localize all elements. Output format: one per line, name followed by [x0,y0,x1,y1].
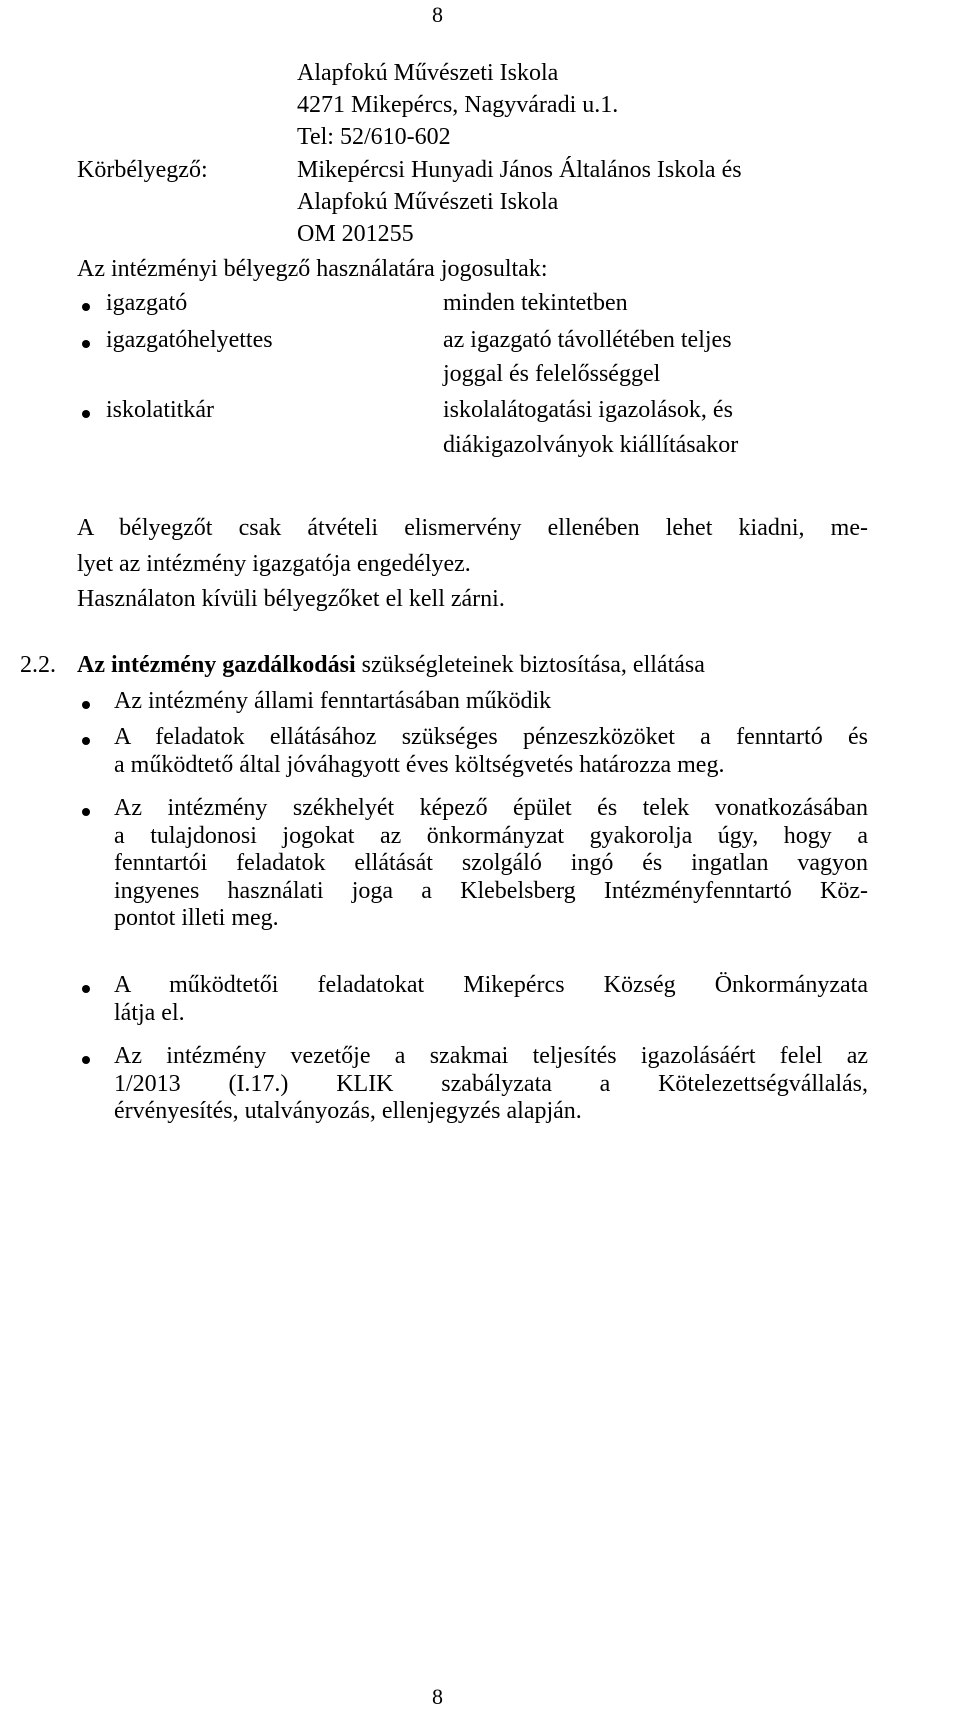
header-line-2: 4271 Mikepércs, Nagyváradi u.1. [297,92,619,118]
scope-igazgatohelyettes-1: az igazgató távollétében teljes [443,327,732,353]
role-igazgatohelyettes: igazgatóhelyettes [106,327,273,353]
authorized-heading: Az intézményi bélyegző használatára jogosultak: [77,256,548,282]
section-bullet-5 [114,1043,868,1126]
scope-iskolatitkar-1: iskolalátogatási igazolások, és [443,397,733,423]
section-bullet-3-line-5: pontot illeti meg. [114,905,279,932]
page-number-bottom: 8 [432,1684,443,1709]
header-line-3: Tel: 52/610-602 [297,124,451,150]
section-title-bold: Az intézmény gazdálkodási [77,652,356,678]
header-line-1: Alapfokú Művészeti Iskola [297,60,559,86]
korbelyegzo-label: Körbélyegző: [77,157,208,183]
korbelyegzo-line-2: Alapfokú Művészeti Iskola [297,189,559,215]
notice-line-3: Használaton kívüli bélyegzőket el kell zárni. [77,586,505,612]
section-bullet-1: Az intézmény állami fenntartásában működik [114,688,552,714]
section-bullet-4-line-1: A működtetői feladatokat Mikepércs Község Önkormányzata [114,972,868,998]
section-title [77,652,705,680]
notice-line-1: A bélyegzőt csak átvételi elismervény ellenében lehet kiadni, me- [77,515,868,541]
section-bullet-3-line-2: a tulajdonosi jogokat az önkormányzat gyakorolja úgy, hogy a [114,822,868,849]
section-bullet-2 [114,724,868,779]
bullet-icon [82,701,90,709]
bullet-icon [82,303,90,311]
section-bullet-2-line-2: a működtető által jóváhagyott éves költségvetés határozza meg. [114,751,725,778]
korbelyegzo-line-3: OM 201255 [297,221,414,247]
role-igazgato: igazgató [106,290,188,316]
section-number: 2.2. [20,652,56,678]
scope-igazgato: minden tekintetben [443,290,628,316]
bullet-icon [82,737,90,745]
section-bullet-2-line-1: A feladatok ellátásához szükséges pénzeszközöket a fenntartó és [114,724,868,750]
korbelyegzo-line-1: Mikepércsi Hunyadi János Általános Iskola és [297,157,742,183]
scope-igazgatohelyettes-2: joggal és felelősséggel [443,361,661,387]
bullet-icon [82,1056,90,1064]
section-bullet-3-line-4: ingyenes használati joga a Klebelsberg Intézményfenntartó Köz- [114,877,868,904]
section-bullet-3 [114,795,868,933]
section-bullet-5-line-2: 1/2013 (I.17.) KLIK szabályzata a Kötelezettségvállalás, [114,1070,868,1097]
notice-paragraph [77,515,868,543]
scope-iskolatitkar-2: diákigazolványok kiállításakor [443,432,739,458]
notice-line-2: lyet az intézmény igazgatója engedélyez. [77,551,471,577]
section-title-rest: szükségleteinek biztosítása, ellátása [355,652,705,678]
page-number-top: 8 [432,2,443,27]
role-iskolatitkar: iskolatitkár [106,397,214,423]
section-bullet-4-line-2: látja el. [114,999,185,1026]
section-bullet-5-line-1: Az intézmény vezetője a szakmai teljesítés igazolásáért felel az [114,1043,868,1069]
bullet-icon [82,410,90,418]
bullet-icon [82,808,90,816]
bullet-icon [82,340,90,348]
section-bullet-3-line-3: fenntartói feladatok ellátását szolgáló ingó és ingatlan vagyon [114,850,868,877]
bullet-icon [82,985,90,993]
section-bullet-3-line-1: Az intézmény székhelyét képező épület és telek vonatkozásában [114,795,868,821]
section-bullet-5-line-3: érvényesítés, utalványozás, ellenjegyzés alapján. [114,1098,582,1125]
section-bullet-4 [114,972,868,1027]
